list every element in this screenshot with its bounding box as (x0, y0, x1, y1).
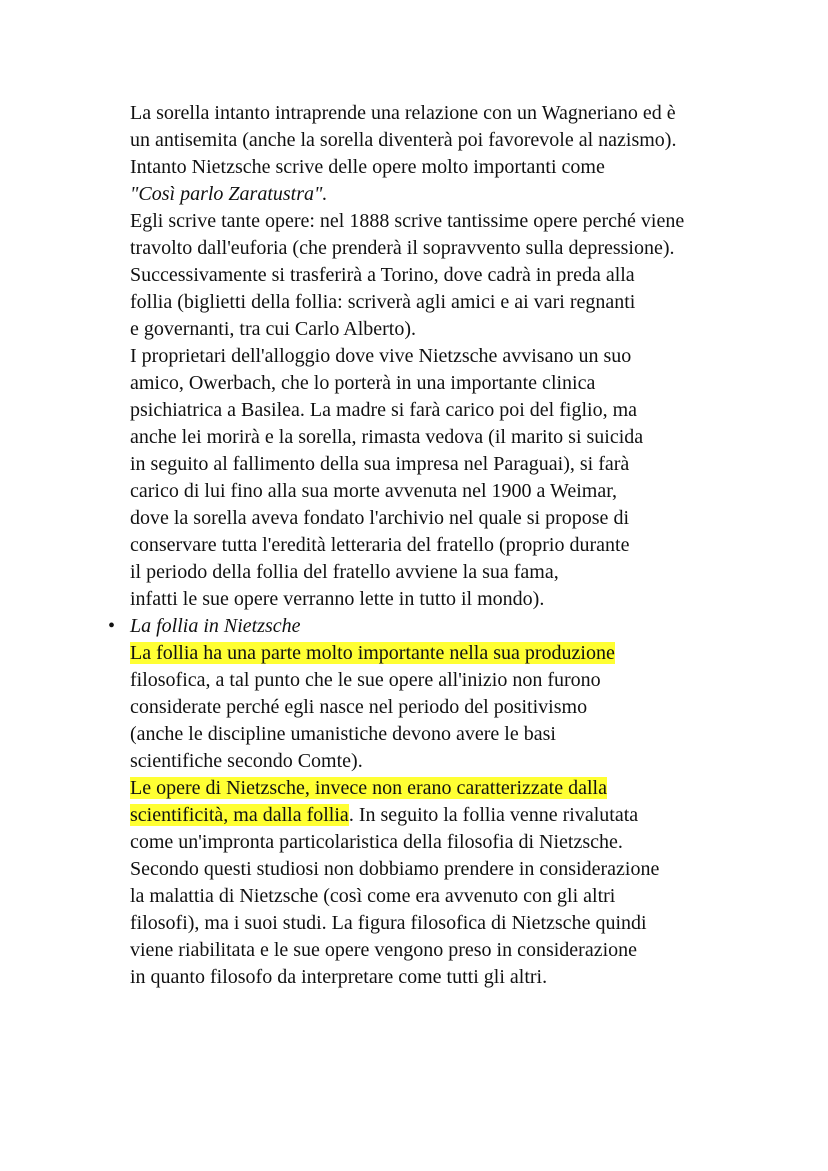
text-line: in seguito al fallimento della sua impresa nel Paraguai), si farà (130, 453, 630, 475)
highlight: La follia ha una parte molto importante nella sua produzione (130, 642, 615, 664)
highlighted-line (130, 775, 790, 802)
text-line: il periodo della follia del fratello avviene la sua fama, (130, 561, 559, 583)
text-line: Egli scrive tante opere: nel 1888 scrive tantissime opere perché viene (130, 210, 685, 232)
highlighted-line (130, 640, 790, 667)
text-line: Intanto Nietzsche scrive delle opere molto importanti come (130, 156, 605, 178)
text-line: viene riabilitata e le sue opere vengono preso in considerazione (130, 939, 638, 961)
highlight: Le opere di Nietzsche, invece non erano caratterizzate dalla (130, 777, 607, 799)
bullet-icon: • (108, 615, 116, 637)
text-line: filosofi), ma i suoi studi. La figura filosofica di Nietzsche quindi (130, 912, 647, 934)
text-line: scientifiche secondo Comte). (130, 750, 363, 772)
text-line: in quanto filosofo da interpretare come tutti gli altri. (130, 966, 548, 988)
text-line: filosofica, a tal punto che le sue opere all'inizio non furono (130, 669, 601, 691)
book-title-line: "Così parlo Zaratustra". (130, 183, 328, 205)
text-line: carico di lui fino alla sua morte avvenuta nel 1900 a Weimar, (130, 480, 618, 502)
text-line: psichiatrica a Basilea. La madre si farà carico poi del figlio, ma (130, 399, 638, 421)
text-line: conservare tutta l'eredità letteraria del fratello (proprio durante (130, 534, 630, 556)
text-line: follia (biglietti della follia: scriverà agli amici e ai vari regnanti (130, 291, 636, 313)
text-line: dove la sorella aveva fondato l'archivio nel quale si propose di (130, 507, 629, 529)
highlighted-line (130, 802, 790, 829)
document-text (108, 100, 790, 991)
text-line: travolto dall'euforia (che prenderà il sopravvento sulla depressione). (130, 237, 675, 259)
text-line: infatti le sue opere verranno lette in tutto il mondo). (130, 588, 545, 610)
text-line: (anche le discipline umanistiche devono avere le basi (130, 723, 556, 745)
text-line: come un'impronta particolaristica della filosofia di Nietzsche. (130, 831, 623, 853)
text-line: anche lei morirà e la sorella, rimasta vedova (il marito si suicida (130, 426, 644, 448)
text-line: amico, Owerbach, che lo porterà in una importante clinica (130, 372, 596, 394)
highlight: scientificità, ma dalla follia (130, 804, 349, 826)
text-line: considerate perché egli nasce nel periodo del positivismo (130, 696, 588, 718)
text-line: un antisemita (anche la sorella diventerà poi favorevole al nazismo). (130, 129, 677, 151)
text-line: La sorella intanto intraprende una relazione con un Wagneriano ed è (130, 102, 676, 124)
text-fragment: . In seguito la follia venne rivalutata (348, 804, 639, 826)
text-line: e governanti, tra cui Carlo Alberto). (130, 318, 417, 340)
section-heading (108, 613, 790, 640)
section-heading-text: La follia in Nietzsche (130, 615, 301, 637)
text-line: Secondo questi studiosi non dobbiamo prendere in considerazione (130, 858, 660, 880)
text-line: Successivamente si trasferirà a Torino, dove cadrà in preda alla (130, 264, 635, 286)
text-line: la malattia di Nietzsche (così come era avvenuto con gli altri (130, 885, 616, 907)
text-line: I proprietari dell'alloggio dove vive Nietzsche avvisano un suo (130, 345, 632, 367)
